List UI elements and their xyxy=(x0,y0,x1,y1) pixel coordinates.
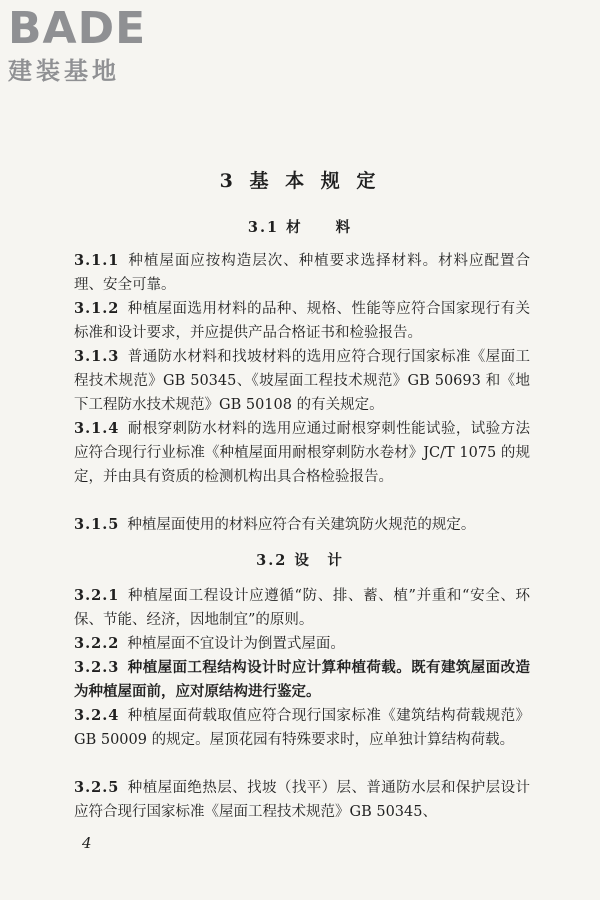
clause-number: 3.1.1 xyxy=(74,252,120,269)
bade-logo xyxy=(8,3,178,86)
clause-text: 种植屋面绝热层、找坡（找平）层、普通防水层和保护层设计应符合现行国家标准《屋面工程技术规范》GB 50345、 xyxy=(74,780,530,820)
clause-text: 种植屋面荷载取值应符合现行国家标准《建筑结构荷载规范》GB 50009 的规定。屋顶花园有特殊要求时，应单独计算结构荷载。 xyxy=(74,708,530,748)
clause-3-1-1 xyxy=(74,249,530,297)
chapter-title: 3 基 本 规 定 xyxy=(219,170,381,192)
clause-number: 3.1.4 xyxy=(74,420,120,437)
section-title-3-1: 3.1 材 料 xyxy=(247,219,353,236)
clause-text: 种植屋面选用材料的品种、规格、性能等应符合国家现行有关标准和设计要求，并应提供产品合格证书和检验报告。 xyxy=(74,301,530,341)
clause-text: 种植屋面使用的材料应符合有关建筑防火规范的规定。 xyxy=(127,517,476,533)
clause-number: 3.2.3 xyxy=(74,659,120,676)
clause-number: 3.2.5 xyxy=(74,779,120,796)
clause-text: 种植屋面工程结构设计时应计算种植荷载。既有建筑屋面改造为种植屋面前，应对原结构进行鉴定。 xyxy=(74,659,530,700)
clause-number: 3.2.2 xyxy=(74,635,120,652)
clause-text: 普通防水材料和找坡材料的选用应符合现行国家标准《屋面工程技术规范》GB 50345、《坡屋面工程技术规范》GB 50693 和《地下工程防水技术规范》GB 50108 的有关规定。 xyxy=(74,349,530,413)
clause-number: 3.1.2 xyxy=(74,300,120,317)
page-number: 4 xyxy=(82,834,92,852)
logo-wordmark: BADE xyxy=(8,3,147,54)
clause-3-2-3 xyxy=(74,656,530,704)
clause-text: 种植屋面工程设计应遵循“防、排、蓄、植”并重和“安全、环保、节能、经济，因地制宜”的原则。 xyxy=(74,588,530,628)
clause-number: 3.2.1 xyxy=(74,587,120,604)
clause-number: 3.1.5 xyxy=(74,516,120,533)
clause-3-1-4 xyxy=(74,417,530,489)
clause-number: 3.2.4 xyxy=(74,707,120,724)
clause-3-1-3 xyxy=(74,345,530,417)
clause-text: 种植屋面应按构造层次、种植要求选择材料。材料应配置合理、安全可靠。 xyxy=(74,253,530,293)
logo-subtitle: 建装基地 xyxy=(8,57,120,85)
clause-text: 种植屋面不宜设计为倒置式屋面。 xyxy=(127,636,345,652)
clause-3-1-2 xyxy=(74,297,530,345)
section-title-3-2: 3.2 设 计 xyxy=(256,552,344,569)
clause-3-2-5 xyxy=(74,776,530,824)
clause-text: 耐根穿刺防水材料的选用应通过耐根穿刺性能试验，试验方法应符合现行行业标准《种植屋面用耐根穿刺防水卷材》JC/T 1075 的规定，并由具有资质的检测机构出具合格检验报告。 xyxy=(74,421,530,485)
clause-number: 3.1.3 xyxy=(74,348,120,365)
clause-3-2-4 xyxy=(74,704,530,752)
clause-3-1-5 xyxy=(74,513,530,537)
clause-3-2-2 xyxy=(74,632,530,656)
clause-3-2-1 xyxy=(74,584,530,632)
